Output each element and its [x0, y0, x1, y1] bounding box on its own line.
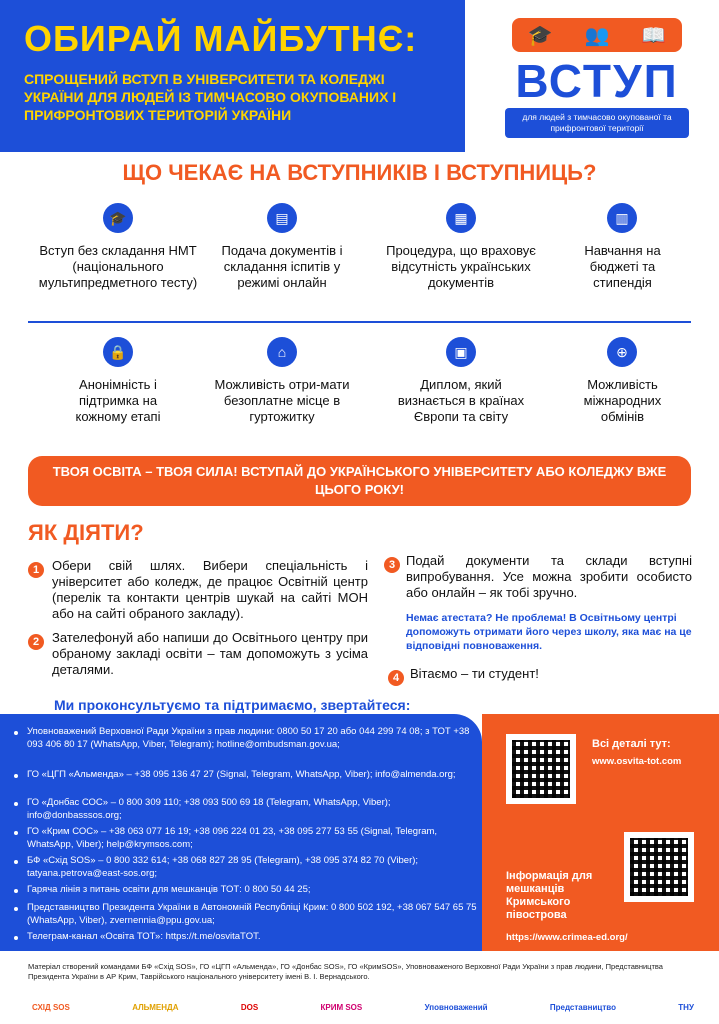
note: Немає атестата? Не проблема! В Освітньому центрі допоможуть отримати його через школу, яка має на це відповідні повноваження.: [406, 612, 692, 652]
features-title: ЩО ЧЕКАЄ НА ВСТУПНИКІВ І ВСТУПНИЦЬ?: [122, 160, 597, 185]
qr1-link[interactable]: www.osvita-tot.com: [592, 756, 682, 767]
contact-item: ГО «Крим СОС» – +38 063 077 16 19; +38 096 224 01 23, +38 095 277 53 55 (Signal, Telegram, WhatsApp, Viber); help@krymsos.com;: [27, 826, 438, 850]
lock-icon: 🔒: [103, 337, 133, 367]
qr-code[interactable]: [506, 734, 576, 804]
contact-item: Уповноважений Верховної Ради України з прав людини: 0800 50 17 20 або 044 299 74 08; з ТОТ +38 093 406 80 17 (WhatsApp, Viber, Telegram); hotline@ombudsman.gov.ua;: [27, 726, 470, 750]
contact-item: Представництво Президента України в Автономній Республіці Крим: 0 800 502 192, +38 067 547 65 75 (WhatsApp, Viber), zvernennia@ppu.gov.ua;: [27, 902, 477, 926]
diploma-icon: ▣: [446, 337, 476, 367]
qr-panel: [482, 714, 719, 951]
contact-item: ГО «ЦГП «Альменда» – +38 095 136 47 27 (Signal, Telegram, WhatsApp, Viber); info@almenda.org;: [27, 769, 456, 780]
step-text: Подай документи та склади вступні випробування. Усе можна зробити особисто або онлайн – як тобі зручно.: [406, 553, 692, 600]
qr2-link[interactable]: https://www.crimea-ed.org/: [506, 932, 628, 943]
logo-icons: [512, 18, 682, 52]
bullet: [14, 774, 18, 778]
bullet: [14, 802, 18, 806]
book-icon: 📖: [641, 24, 667, 47]
page-title: ОБИРАЙ МАЙБУТНЄ:: [24, 18, 418, 59]
feature-item: Диплом, який визнається в країнах Європи та світу: [397, 377, 525, 424]
contact-item: Гаряча лінія з питань освіти для мешканців ТОТ: 0 800 50 44 25;: [27, 884, 311, 895]
bullet: [14, 831, 18, 835]
how-title: ЯК ДІЯТИ?: [28, 520, 144, 545]
feature-item: Подача документів і складання іспитів у режимі онлайн: [221, 243, 343, 290]
partner-logo: АЛЬМЕНДА: [132, 1002, 179, 1012]
partner-logo: КРИМ SOS: [320, 1002, 363, 1012]
step-number: 1: [28, 562, 44, 578]
feature-item: Процедура, що враховує відсутність українських документів: [386, 243, 536, 290]
step-number: 4: [388, 670, 404, 686]
qr1-title: Всі деталі тут:: [592, 738, 671, 750]
qr-code[interactable]: [624, 832, 694, 902]
step-text: Вітаємо – ти студент!: [410, 666, 539, 681]
bullet: [14, 936, 18, 940]
bullet: [14, 860, 18, 864]
bullet: [14, 731, 18, 735]
document-screen-icon: ▤: [267, 203, 297, 233]
contacts-panel: [0, 714, 482, 951]
bullet: [14, 889, 18, 893]
logo-text: ВСТУП: [515, 55, 679, 107]
partner-logo: СХІД SOS: [32, 1002, 70, 1012]
feature-item: Можливість міжнародних обмінів: [583, 377, 662, 424]
contact-item: Телеграм-канал «Освіта ТОТ»: https://t.me/osvitaTOT.: [27, 931, 261, 942]
partner-logo: Уповноважений: [424, 1002, 488, 1012]
feature-item: Навчання на бюджеті та стипендія: [584, 243, 661, 290]
book-icon: ▥: [607, 203, 637, 233]
partner-logo: Представництво: [549, 1002, 616, 1012]
partner-logo: ТНУ: [678, 1002, 694, 1012]
banner: ТВОЯ ОСВІТА – ТВОЯ СИЛА! ВСТУПАЙ ДО УКРАЇНСЬКОГО УНІВЕРСИТЕТУ АБО КОЛЕДЖУ ВЖЕ ЦЬОГО РОКУ!: [28, 456, 691, 506]
house-icon: ⌂: [267, 337, 297, 367]
divider: [28, 321, 691, 323]
partner-logos: [28, 996, 698, 1018]
bullet: [14, 907, 18, 911]
people-icon: 👥: [584, 24, 610, 47]
graduation-cap-icon: 🎓: [103, 203, 133, 233]
step-text: Зателефонуй або напиши до Освітнього центру при обраному закладі освіти – там допоможуть з усіма деталями.: [52, 630, 368, 677]
logo-subtitle: для людей з тимчасово окупованої та прифронтової території: [505, 108, 689, 138]
step-number: 3: [384, 557, 400, 573]
consult-heading: Ми проконсультуємо та підтримаємо, звертайтеся:: [54, 697, 411, 713]
footer-text: Матеріал створений командами БФ «Схід SOS», ГО «ЦГП «Альменда», ГО «Донбас SOS», ГО «КримSOS», Уповноваженого Верховної Ради України з прав людини, Представництва Президента України в АР Крим, Таврійського національного університету імені В. І. Вернадського.: [28, 962, 663, 981]
contact-item: БФ «Схід SOS» – 0 800 332 614; +38 068 827 28 95 (Telegram), +38 095 374 82 70 (Viber); tatyana.petrova@east-sos.org;: [27, 855, 419, 879]
graduation-cap-icon: 🎓: [527, 24, 553, 47]
step-text: Обери свій шлях. Вибери спеціальність і університет або коледж, де працює Освітній центр (перелік та контакти центрів шукай на сайті МОН або на сайті обраного закладу).: [52, 558, 368, 621]
step-number: 2: [28, 634, 44, 650]
feature-item: Вступ без складання НМТ (національного мультипредметного тесту): [38, 243, 198, 290]
feature-item: Можливість отри-мати безоплатне місце в гуртожитку: [214, 377, 350, 424]
globe-icon: ⊕: [607, 337, 637, 367]
qr2-title: Інформація для мешканців Кримського півострова: [506, 870, 593, 921]
contact-item: ГО «Донбас СОС» – 0 800 309 110; +38 093 500 69 18 (Telegram, WhatsApp, Viber); info@donbasssos.org;: [27, 797, 391, 821]
documents-icon: ▦: [446, 203, 476, 233]
partner-logo: DOS: [240, 1002, 259, 1012]
feature-item: Анонімність і підтримка на кожному етапі: [75, 377, 161, 424]
page-subtitle: СПРОЩЕНИЙ ВСТУП В УНІВЕРСИТЕТИ ТА КОЛЕДЖІ УКРАЇНИ ДЛЯ ЛЮДЕЙ ІЗ ТИМЧАСОВО ОКУПОВАНИХ І ПРИФРОНТОВИХ ТЕРИТОРІЙ УКРАЇНИ: [24, 71, 397, 123]
